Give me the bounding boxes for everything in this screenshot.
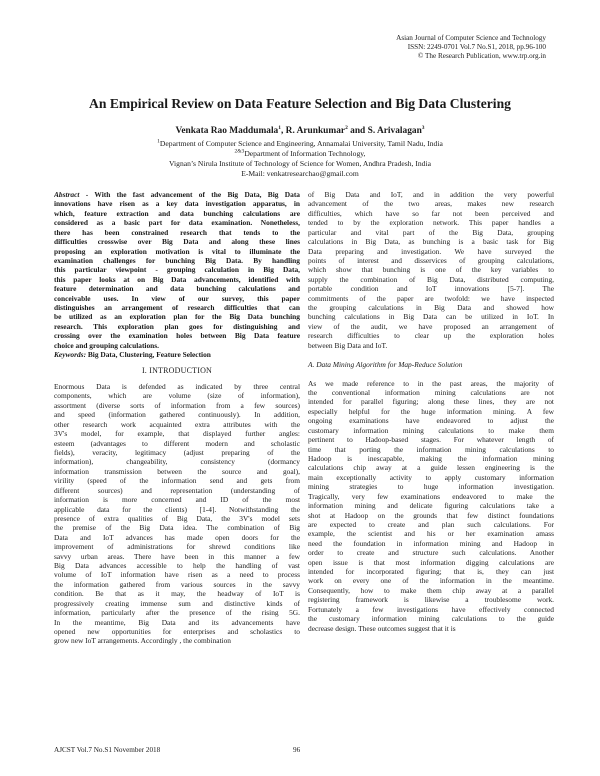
text-line: points of interest and disservices of grouping calculations, bbox=[308, 255, 554, 265]
text-line: information), changeability, consistency (dormancy bbox=[54, 457, 300, 467]
text-line: calculations in Big Data, as bunching is a basic task for Big bbox=[308, 237, 554, 247]
text-line: the grouping calculations in Big Data and showed how bbox=[308, 303, 554, 313]
text-line: proposing an exploration motivation is vital to illuminate the bbox=[54, 246, 300, 256]
text-line: Consequently, how to make them chip away at a parallel bbox=[308, 585, 554, 595]
text-line: especially helpful for the huge information mining. A few bbox=[308, 406, 554, 416]
text-line: mining strategies to huge information investigation. bbox=[308, 482, 554, 492]
text-line: opened new opportunities for enterprises and scholastics to bbox=[54, 626, 300, 636]
text-line: example, the scientist and his or her examination amass bbox=[308, 529, 554, 539]
text-line: supply the combination of Big Data, distributed computing, bbox=[308, 274, 554, 284]
journal-header bbox=[396, 34, 546, 62]
abstract-label: Abstract bbox=[54, 190, 80, 199]
text-line: of Big Data and IoT, and in addition the very powerful bbox=[308, 190, 554, 199]
text-line: Data and IoT advances has made open doors for the bbox=[54, 532, 300, 542]
text-line: 3V's model, for example, that displayed further angles: bbox=[54, 429, 300, 439]
affiliation-2 bbox=[0, 149, 600, 159]
text-line: ongoing examinations have endeavored to adjust the bbox=[308, 416, 554, 426]
text-line: difficulties, which have so far not been perceived and bbox=[308, 208, 554, 218]
author-2-sup: 2 bbox=[345, 124, 348, 131]
affiliation-2-sup: 2&3 bbox=[234, 148, 245, 155]
affiliation-1-sup: 1 bbox=[157, 138, 160, 145]
text-line: advancement of the two areas, makes new research bbox=[308, 199, 554, 209]
text-line: the premise of the Big Data idea. The combination of Big bbox=[54, 523, 300, 533]
text-line: presence of extra qualities of Big Data, the 3V's model sets bbox=[54, 513, 300, 523]
text-line: applicable data for the clients) [1-4]. Notwithstanding the bbox=[54, 504, 300, 514]
text-line: As we made reference to in the past areas, the majority of bbox=[308, 378, 554, 388]
text-line: which, feature extraction and data bunching calculations are bbox=[54, 208, 300, 218]
section-heading-introduction: I. INTRODUCTION bbox=[141, 365, 213, 375]
page-number: 96 bbox=[293, 746, 301, 754]
text-line: view of the audit, we have proposed an arrangement of bbox=[308, 321, 554, 331]
text-line: grow new IoT arrangements. Accordingly , the combination bbox=[54, 636, 231, 646]
issn-line: ISSN: 2249-0701 Vol.7 No.S1, 2018, pp.96-100 bbox=[407, 43, 546, 52]
footer-citation: AJCST Vol.7 No.S1 November 2018 bbox=[54, 746, 161, 754]
author-email: E-Mail: venkatresearchao@gmail.com bbox=[241, 169, 359, 178]
text-line: Data preparing and investigation. We have surveyed the bbox=[308, 246, 554, 256]
text-line: other research work acquainted extra attributes with the bbox=[54, 419, 300, 429]
text-line: information mining and delicate figuring calculations take a bbox=[308, 501, 554, 511]
text-line: Enormous Data is defended as indicated by three central bbox=[54, 382, 300, 392]
affiliation-1 bbox=[0, 139, 600, 149]
text-line: esteem (advantages to different modern and scholastic bbox=[54, 438, 300, 448]
text-line: research difficulties to clear up the exploration holes bbox=[308, 331, 554, 341]
affiliations bbox=[0, 139, 600, 179]
text-line: intended for parallel figuring; along these lines, they are not bbox=[308, 397, 554, 407]
text-line: components, which are volume (size of information), bbox=[54, 391, 300, 401]
author-3-sup: 3 bbox=[421, 124, 425, 131]
text-line: the information gathered from various sources in the savvy bbox=[54, 579, 300, 589]
text-line: condition. Be that as it may, the headway of IoT is bbox=[54, 589, 300, 599]
text-line: need the foundation in information mining and Hadoop in bbox=[308, 538, 554, 548]
text-line: assortment (diverse sorts of information from a few sources) bbox=[54, 400, 300, 410]
text-line: particular and vital part of the Big Data, grouping bbox=[308, 227, 554, 237]
text-line: shot at Hadoop on the grounds that few distinct foundations bbox=[308, 510, 554, 520]
text-line: between Big Data and IoT. bbox=[308, 340, 388, 350]
abstract-text: - With the fast advancement of the Big Data, Big Data bbox=[79, 190, 300, 199]
text-line: portable condition and IoT innovations [5-7]. The bbox=[308, 284, 554, 294]
text-line: information transmission between the source and goal), bbox=[54, 466, 300, 476]
text-line: innovations have risen as a key data investigation apparatus, in bbox=[54, 199, 300, 209]
text-line: information is more concerned and ID of the most bbox=[54, 495, 300, 505]
author-3: and S. Arivalagan bbox=[347, 126, 422, 136]
right-column bbox=[308, 190, 554, 633]
text-line: calculations chip away at a guide lessen engineering is the bbox=[308, 463, 554, 473]
text-line: are expected to create and plan such calculations. For bbox=[308, 519, 554, 529]
data-mining-paragraph bbox=[308, 379, 554, 633]
text-line: choice and grouping calculations. bbox=[54, 340, 159, 350]
text-line: intended for incorporated figuring; that is, they can just bbox=[308, 567, 554, 577]
text-line: examination challenges for bunching Big Data. By handling bbox=[54, 255, 300, 265]
text-line: Hadoop is inescapable, making the information mining bbox=[308, 453, 554, 463]
text-line: pertinent to Hadoop-based stages. For whatever length of bbox=[308, 435, 554, 445]
text-line: and speed (information gathered continuously). In addition, bbox=[54, 410, 300, 420]
affiliation-3: Vignan’s Nirula Institute of Technology of Science for Women, Andhra Pradesh, India bbox=[169, 159, 431, 168]
text-line: distinguishes an arrangement of research difficulties that can bbox=[54, 303, 300, 313]
author-list bbox=[0, 126, 600, 136]
abstract bbox=[54, 190, 300, 350]
text-line: main exceptionally activity to apply customary information bbox=[308, 472, 554, 482]
text-line: this paper looks at on Big Data advancements, identified with bbox=[54, 274, 300, 284]
text-line: feature determination and data bunching calculations and bbox=[54, 284, 300, 294]
text-line: which show that bunching is one of the key variables to bbox=[308, 265, 554, 275]
text-line: Tragically, very few examinations endeavored to make the bbox=[308, 491, 554, 501]
text-line: research. This exploration plan goes for distinguishing and bbox=[54, 321, 300, 331]
left-column bbox=[54, 190, 300, 646]
text-line: work on every one of the information in the meantime. bbox=[308, 576, 554, 586]
text-line: volume of IoT information have risen as a need to process bbox=[54, 570, 300, 580]
text-line: commitments of the paper are twofold: we have inspected bbox=[308, 293, 554, 303]
paper-title: An Empirical Review on Data Feature Selection and Big Data Clustering bbox=[89, 96, 511, 111]
text-line: customary information mining calculations to make them bbox=[308, 425, 554, 435]
text-line: progressively creating immense sum and distinctive kinds of bbox=[54, 598, 300, 608]
text-line: bunching calculations in Big Data can be utilized in IoT. In bbox=[308, 312, 554, 322]
publisher-line: © The Research Publication, www.trp.org.in bbox=[417, 52, 546, 61]
text-line: the conventional information mining calculations are not bbox=[308, 388, 554, 398]
text-line: savvy urban areas. There have been in this manner a few bbox=[54, 551, 300, 561]
text-line: virility (speed of the information send and gets from bbox=[54, 476, 300, 486]
intro-continued-paragraph bbox=[308, 190, 554, 350]
text-line: time that porting the information mining calculations to bbox=[308, 444, 554, 454]
keywords-label: Keywords: bbox=[54, 350, 87, 360]
text-line: Fortunately a few investigations have effectively connected bbox=[308, 604, 554, 614]
text-line: conceivable uses. In view of our survey, this paper bbox=[54, 293, 300, 303]
affiliation-1-text: Department of Computer Science and Engineering, Annamalai University, Tamil Nadu, India bbox=[159, 139, 443, 148]
author-1: Venkata Rao Maddumala bbox=[175, 126, 279, 136]
text-line: crossing over the examination holes between Big Data feature bbox=[54, 331, 300, 341]
author-2: , R. Arunkumar bbox=[280, 126, 346, 136]
text-line: improvement of administrations for shrewd conditions like bbox=[54, 542, 300, 552]
text-line: decrease design. These outcomes suggest that it is bbox=[308, 623, 456, 633]
text-line: Big Data advances accessible to help the handling of vast bbox=[54, 561, 300, 571]
text-line: tended to by the exploration network. This paper handles a bbox=[308, 218, 554, 228]
introduction-paragraph bbox=[54, 382, 300, 646]
text-line: difficulties crosswise over Big Data and along these lines bbox=[54, 237, 300, 247]
text-line: fields), veracity, legitimacy (adjust preparing of the bbox=[54, 447, 300, 457]
text-line: registering framework is likewise a troublesome work. bbox=[308, 595, 554, 605]
text-line: order to create and structure such calculations. Another bbox=[308, 548, 554, 558]
text-line: there has been constrained research that tends to the bbox=[54, 227, 300, 237]
subsection-heading: A. Data Mining Algorithm for Map-Reduce Solution bbox=[308, 360, 463, 370]
text-line: open issue is that most information digging calculations are bbox=[308, 557, 554, 567]
text-line: this particular viewpoint - grouping calculation in Big Data, bbox=[54, 265, 300, 275]
text-line: be utilized as an exploration plan for the Big Data bunching bbox=[54, 312, 300, 322]
text-line: In the meantime, Big Data and its advancements have bbox=[54, 617, 300, 627]
text-line: the customary information mining calculations to the guide bbox=[308, 614, 554, 624]
text-line: considered as a basic part for data examination. Nonetheless, bbox=[54, 218, 300, 228]
author-1-sup: 1 bbox=[278, 124, 281, 131]
affiliation-2-text: Department of Information Technology, bbox=[244, 149, 366, 158]
text-line: different sources) and representation (understanding of bbox=[54, 485, 300, 495]
keywords-line bbox=[54, 350, 300, 359]
text-line bbox=[54, 190, 300, 199]
text-line: information, particularly after the presence of the rising 5G. bbox=[54, 608, 300, 618]
keywords-text: Big Data, Clustering, Feature Selection bbox=[86, 350, 211, 360]
journal-name: Asian Journal of Computer Science and Technology bbox=[396, 34, 546, 42]
